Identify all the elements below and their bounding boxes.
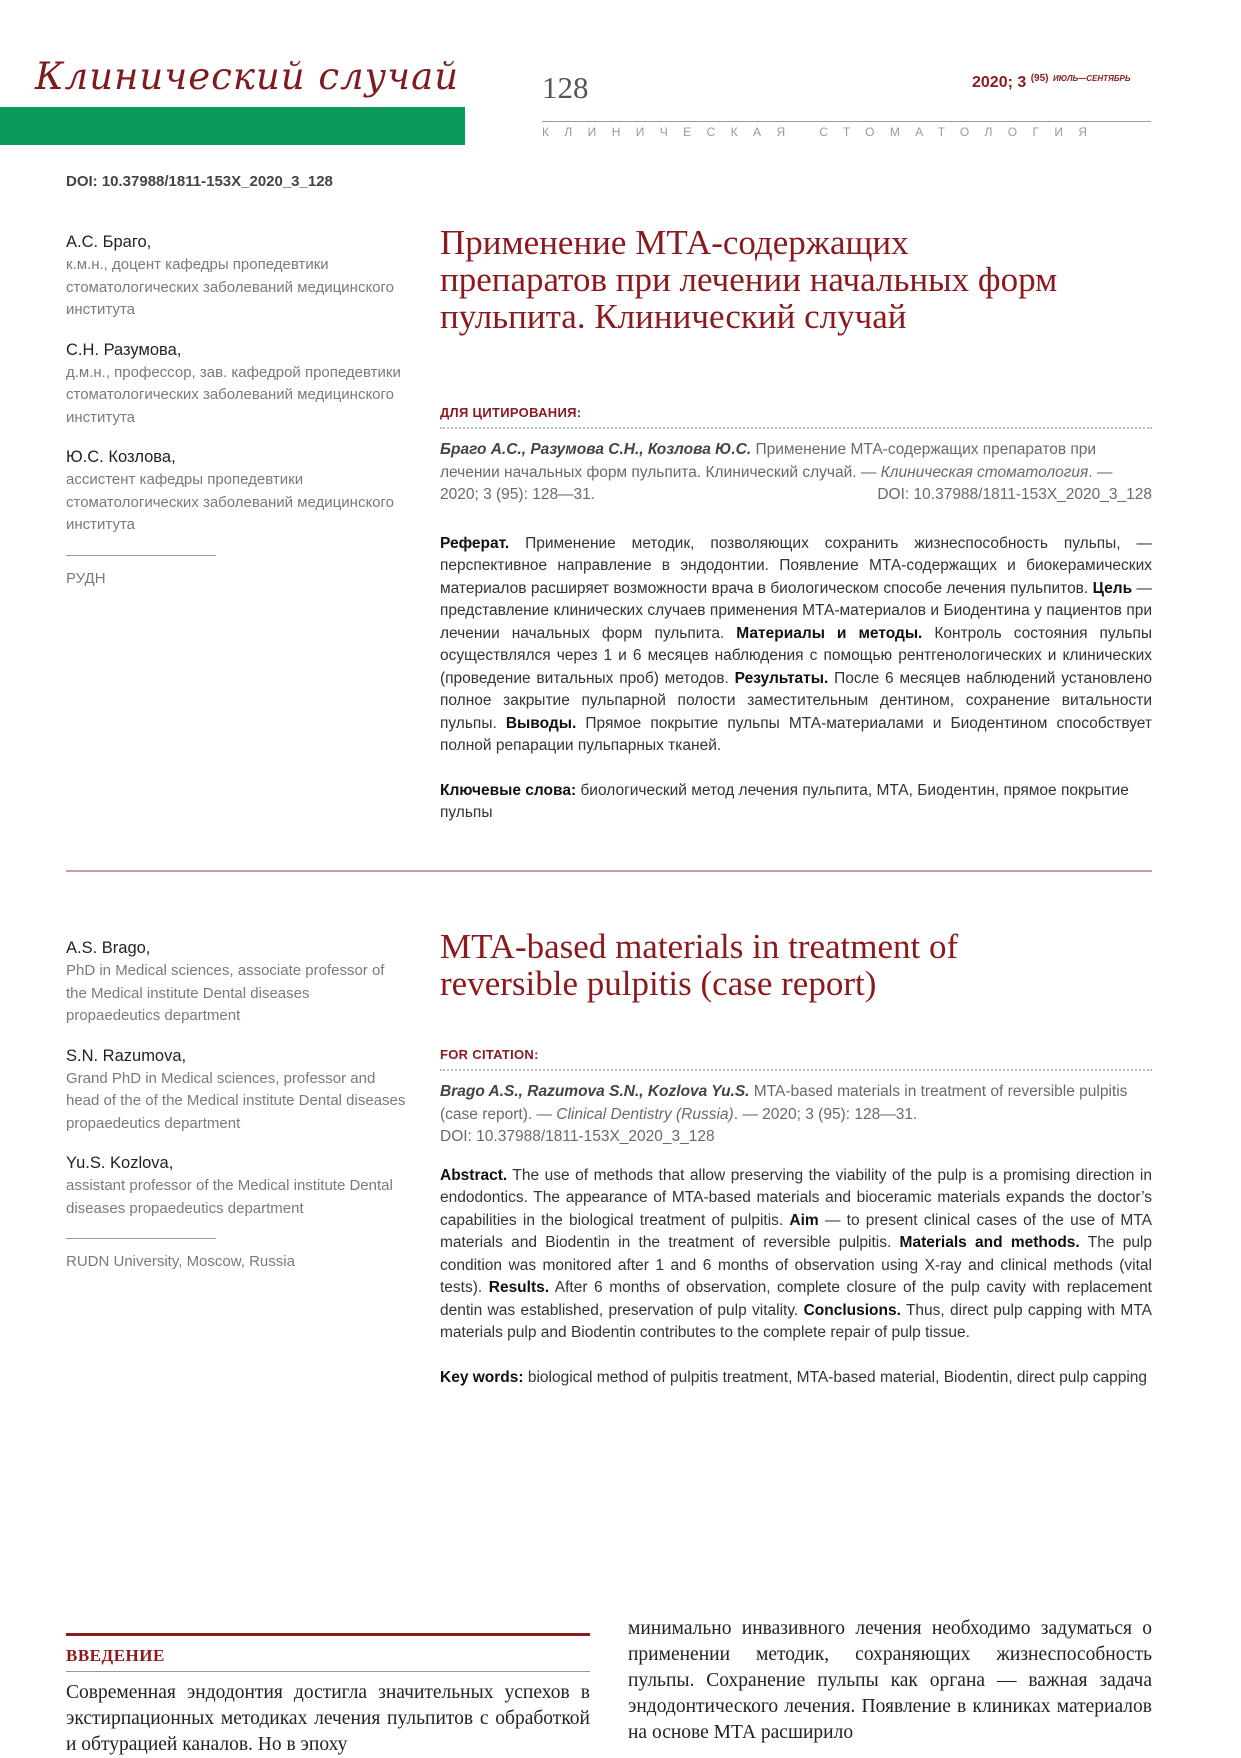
results-label: Results. (488, 1279, 550, 1296)
issue-year: 2020; 3 (972, 74, 1027, 91)
abstract-text: — представление клинических случаев применения МТА-материалов и Биодентина у пациентов при лечении начальных форм пульпита. (440, 579, 1153, 642)
author-desc: д.м.н., профессор, зав. кафедрой пропедевтики стоматологических заболеваний медицинского института (66, 363, 401, 426)
keywords (440, 780, 1152, 825)
citation-tail: . — 2020; 3 (95): 128—31. (440, 463, 1113, 503)
authors-ru (66, 232, 406, 587)
issue-number: (95) (1030, 73, 1049, 84)
author-en-2 (66, 1046, 406, 1136)
intro-rule (66, 1671, 590, 1672)
conclusions-label: Выводы. (505, 714, 577, 732)
dotted-divider (440, 427, 1152, 429)
author-name: Yu.S. Kozlova, (66, 1154, 174, 1172)
affiliation-rule (66, 1238, 216, 1239)
abstract-text: Контроль состояния пульпы осуществлялся через 1 и 6 месяцев наблюдения с помощью рентгенологических и клинических (проведение витальных проб) методов. (440, 624, 1152, 687)
conclusions-label: Conclusions. (803, 1301, 901, 1319)
methods-label: Materials and methods. (899, 1234, 1080, 1251)
author-name: С.Н. Разумова, (66, 340, 182, 359)
authors-en (66, 938, 406, 1270)
abstract (440, 533, 1152, 758)
citation-label: FOR CITATION: (440, 1047, 539, 1062)
abstract-text: Применение методик, позволяющих сохранить жизнеспособность пульпы, — перспективное направление в эндодонтии. Появление МТА-содержащих и биокерамических материалов расширяет возможности врача в биологическом способе лечения пульпитов. (440, 534, 1152, 597)
section-rubric: Клинический случай (35, 55, 460, 98)
citation-text: MTA-based materials in treatment of reversible pulpitis (case report). — (440, 1083, 1128, 1123)
author-name: S.N. Razumova, (66, 1046, 187, 1065)
article-title: Применение МТА-содержащих препаратов при лечении начальных форм пульпита. Клинический случай (440, 223, 1058, 336)
keywords-label: Ключевые слова: (440, 781, 577, 799)
abstract-text: — to present clinical cases of the use of MTA materials and Biodentin in the treatment of reversible pulpitis. (440, 1211, 1153, 1251)
aim-label: Aim (789, 1211, 819, 1229)
abstract-text: После 6 месяцев наблюдений установлено полное закрытие пульпарной полости заместительным дентином, сохранение витальности пульпы. (440, 669, 1153, 732)
abstract-text: The use of methods that allow preserving the viability of the pulp is a promising direction in endodontics. The appearance of MTA-based materials and bioceramic materials expands the doctor’s capabilities in the biological treatment of pulpitis. (440, 1166, 1152, 1229)
page-number: 128 (542, 70, 589, 105)
abstract-text: The pulp condition was monitored after 1 and 6 months of observation using X-ray and clinical methods (vital tests). (440, 1234, 1153, 1296)
author-desc: к.м.н., доцент кафедры пропедевтики стоматологических заболеваний медицинского института (66, 256, 395, 318)
citation-authors: Браго А.С., Разумова С.Н., Козлова Ю.С. (440, 441, 752, 458)
aim-label: Цель (1092, 579, 1133, 597)
issue-months: ИЮЛЬ—СЕНТЯБРЬ (1052, 74, 1131, 83)
citation-label: ДЛЯ ЦИТИРОВАНИЯ: (440, 405, 582, 420)
author-ru-1 (66, 232, 406, 322)
abstract-label: Abstract. (440, 1166, 508, 1184)
author-desc: Grand PhD in Medical sciences, professor and head of the of the Medical institute Dental diseases propaedeutics department (66, 1069, 406, 1132)
author-ru-3 (66, 447, 406, 537)
article-en (440, 928, 1152, 1389)
citation-doi: DOI: 10.37988/1811-153X_2020_3_128 (877, 486, 1152, 503)
affiliation: RUDN University, Moscow, Russia (66, 1253, 295, 1270)
author-desc: PhD in Medical sciences, associate professor of the Medical institute Dental diseases propaedeutics department (66, 962, 385, 1024)
citation (440, 1081, 1152, 1149)
dotted-divider (440, 1069, 1152, 1071)
abstract-text: After 6 months of observation, complete closure of the pulp cavity with replacement dentin was established, preservation of pulp vitality. (440, 1279, 1152, 1319)
doi: DOI: 10.37988/1811-153X_2020_3_128 (66, 173, 333, 190)
intro-heading: ВВЕДЕНИЕ (66, 1646, 165, 1665)
abstract-text: Прямое покрытие пульпы МТА-материалами и Биодентином способствует полной репарации пульпарных тканей. (440, 714, 1152, 754)
author-desc: assistant professor of the Medical institute Dental diseases propaedeutics department (66, 1177, 393, 1217)
author-name: А.С. Браго, (66, 233, 152, 251)
keywords (440, 1367, 1152, 1390)
author-name: Ю.С. Козлова, (66, 448, 176, 466)
author-name: A.S. Brago, (66, 939, 151, 957)
citation-journal: Clinical Dentistry (Russia) (556, 1105, 734, 1123)
citation-authors: Brago A.S., Razumova S.N., Kozlova Yu.S. (440, 1083, 750, 1100)
citation-tail: . — 2020; 3 (95): 128—31. (733, 1105, 918, 1123)
rubric-green-bar (0, 107, 465, 145)
affiliation: РУДН (66, 569, 106, 587)
methods-label: Материалы и методы. (736, 624, 923, 642)
intro-left-column: Современная эндодонтия достигла значительных успехов в экстирпационных методиках лечения пульпитов с обработкой и обтурацией каналов. Но в эпоху (66, 1682, 590, 1755)
abstract-text: Thus, direct pulp capping with MTA materials pulp and Biodentin contributes to the complete repair of pulp tissue. (440, 1301, 1152, 1341)
citation-text: Применение МТА-содержащих препаратов при лечении начальных форм пульпита. Клинический случай. — (440, 441, 1097, 481)
keywords-text: biological method of pulpitis treatment, MTA-based material, Biodentin, direct pulp capping (523, 1368, 1148, 1386)
intro-right-column: минимально инвазивного лечения необходимо задуматься о применении методик, сохраняющих жизнеспособность пульпы. Сохранение пульпы как органа — важная задача эндодонтического лечения. Появление в клиниках материалов на основе МТА расширило (628, 1618, 1152, 1743)
intro-accent-bar (66, 1633, 590, 1636)
citation-doi: DOI: 10.37988/1811-153X_2020_3_128 (440, 1128, 715, 1145)
author-desc: ассистент кафедры пропедевтики стоматологических заболеваний медицинского института (66, 471, 395, 533)
author-ru-2 (66, 340, 406, 430)
affiliation-rule (66, 555, 216, 556)
article-ru (440, 224, 1152, 825)
citation (440, 439, 1152, 507)
article-title: MTA-based materials in treatment of reversible pulpitis (case report) (440, 927, 959, 1003)
header-rule (542, 121, 1151, 122)
abstract-label: Реферат. (440, 534, 510, 552)
citation-journal: Клиническая стоматология (880, 463, 1089, 481)
issue-info (972, 74, 1131, 91)
abstract (440, 1165, 1152, 1345)
author-en-3 (66, 1153, 406, 1220)
keywords-text: биологический метод лечения пульпита, МТА, Биодентин, прямое покрытие пульпы (440, 781, 1129, 821)
keywords-label: Key words: (440, 1368, 524, 1386)
author-en-1 (66, 938, 406, 1028)
results-label: Результаты. (734, 669, 829, 687)
journal-name: КЛИНИЧЕСКАЯ СТОМАТОЛОГИЯ (542, 126, 1103, 138)
section-divider (66, 870, 1152, 872)
